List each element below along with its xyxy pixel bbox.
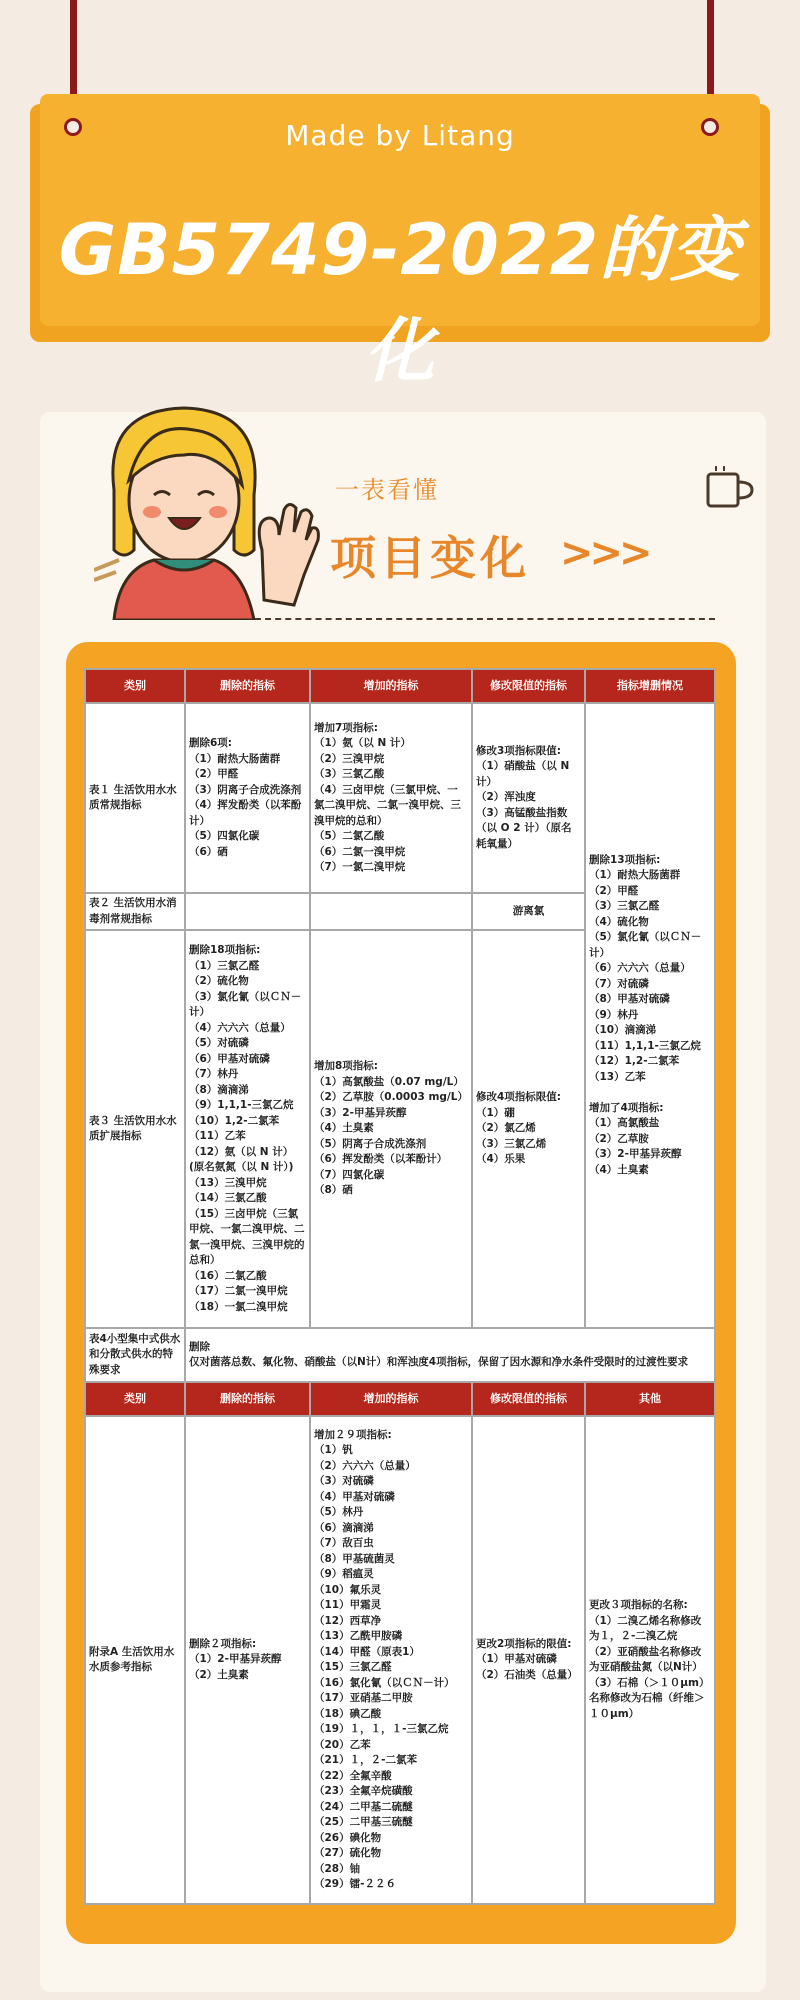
cell-line: （2）乙草胺（0.0003 mg/L） — [314, 1091, 468, 1104]
right-rope-ring — [701, 118, 719, 136]
cell-line: （11）乙苯 — [189, 1130, 246, 1142]
cell-line: 修改3项指标限值: — [476, 744, 562, 757]
row-added — [310, 1416, 472, 1904]
cell-line: （2）浑浊度 — [476, 791, 536, 804]
cell-line: （8）甲基对硫磷 — [589, 993, 670, 1006]
cell-line: （29）镭-２２６ — [314, 1878, 396, 1890]
cell-line: 增加了4项指标: — [589, 1101, 664, 1114]
cell-line: （5）林丹 — [314, 1506, 364, 1518]
cell-line: （7）敌百虫 — [314, 1537, 374, 1549]
cell-line: （14）甲醛（原表1） — [314, 1645, 420, 1658]
cell-line: （3）阴离子合成洗涤剂 — [189, 783, 302, 796]
header-modified: 修改限值的指标 — [472, 1382, 585, 1416]
cell-line: （8）硒 — [314, 1184, 353, 1197]
cell-line: （10）氟乐灵 — [314, 1583, 382, 1596]
cell-line: （3）对硫磷 — [314, 1475, 374, 1487]
cell-line: （13）乙酰甲胺磷 — [314, 1630, 403, 1642]
cell-line: （1）甲基对硫磷 — [476, 1653, 557, 1666]
cell-line: （6）硒 — [189, 845, 228, 858]
cell-line: （6）六六六（总量） — [589, 962, 691, 975]
table-row — [85, 1416, 715, 1904]
header-added: 增加的指标 — [310, 1382, 472, 1416]
row-modified — [472, 893, 585, 930]
cell-line: （2）土臭素 — [189, 1668, 249, 1681]
row-modified — [472, 703, 585, 893]
banner-subtitle: Made by Litang — [285, 119, 515, 152]
row-category: 表4小型集中式供水和分散式供水的特殊要求 — [85, 1328, 185, 1382]
cell-line: （3）三氯乙酸 — [314, 768, 385, 780]
banner-title: GB5749-2022的变化 — [58, 209, 742, 392]
cell-line: （15）三氯乙醛 — [314, 1661, 392, 1673]
cell-line: （3）2-甲基异莰醇 — [589, 1148, 682, 1161]
row-modified — [472, 1416, 585, 1904]
section-title: 项目变化 — [330, 531, 530, 585]
cell-line: （4）硫化物 — [589, 915, 649, 928]
cell-line: （2）石油类（总量） — [476, 1668, 578, 1681]
cell-line: 修改4项指标限值: — [476, 1091, 562, 1104]
cell-line: （6）滴滴涕 — [314, 1521, 374, 1534]
cell-line: （9）稻瘟灵 — [314, 1568, 374, 1580]
cell-line: （28）铀 — [314, 1862, 361, 1875]
row-deleted — [185, 930, 310, 1328]
cell-line: （7）对硫磷 — [589, 977, 649, 990]
cell-line: 删除 — [189, 1340, 210, 1353]
header-other: 其他 — [585, 1382, 715, 1416]
cell-line: （23）全氟辛烷磺酸 — [314, 1785, 413, 1797]
cell-line: （7）四氯化碳 — [314, 1168, 385, 1181]
cell-line: （1）硝酸盐（以 N 计） — [476, 760, 570, 788]
cell-line: （12）1,2-二氯苯 — [589, 1055, 680, 1068]
cell-line: （20）乙苯 — [314, 1738, 371, 1751]
cell-line: 更改３项指标的名称: — [589, 1599, 688, 1611]
row-category: 附录A 生活饮用水水质参考指标 — [85, 1416, 185, 1904]
cell-line: （2）硫化物 — [189, 975, 249, 987]
cell-line: （22）全氟辛酸 — [314, 1769, 392, 1782]
cell-line: （24）二甲基二硫醚 — [314, 1800, 413, 1813]
cell-line: （1）高氯酸盐 — [589, 1117, 660, 1130]
cell-line: 增加２９项指标: — [314, 1428, 392, 1441]
cell-line: （13）乙苯 — [589, 1070, 646, 1083]
cell-line: 增加7项指标: — [314, 721, 379, 734]
cell-line: （27）硫化物 — [314, 1847, 382, 1859]
title-banner — [40, 94, 760, 392]
cell-line: （4）甲基对硫磷 — [314, 1490, 395, 1503]
cell-line: （3）高锰酸盐指数（以 O 2 计）（原名耗氧量） — [476, 806, 572, 850]
cell-line: （2）三溴甲烷 — [314, 752, 385, 765]
header-added: 增加的指标 — [310, 669, 472, 703]
header-deleted: 删除的指标 — [185, 1382, 310, 1416]
cell-line: （5）对硫磷 — [189, 1037, 249, 1049]
row-added — [310, 930, 472, 1328]
cell-line: （6）甲基对硫磷 — [189, 1052, 270, 1065]
cell-line: （6）挥发酚类（以苯酚计） — [314, 1153, 448, 1166]
coffee-cup-icon — [704, 464, 758, 510]
table-header-row — [85, 669, 715, 703]
arrows-icon: >>> — [560, 530, 649, 576]
table-row — [85, 1328, 715, 1382]
cell-line: （5）四氯化碳 — [189, 830, 260, 842]
comparison-table — [84, 668, 716, 1905]
cell-line: 更改2项指标的限值: — [476, 1637, 572, 1650]
table-header-row — [85, 1382, 715, 1416]
cell-line: （2）乙草胺 — [589, 1132, 649, 1145]
cell-line: （1）钒 — [314, 1444, 353, 1456]
row-category: 表２ 生活饮用水消毒剂常规指标 — [85, 893, 185, 930]
cell-line: （25）二甲基三硫醚 — [314, 1816, 413, 1828]
cell-line: （1）耐热大肠菌群 — [589, 869, 681, 882]
cell-line: （4）六六六（总量） — [189, 1021, 291, 1034]
cell-line: （15）三卤甲烷（三氯甲烷、一氯二溴甲烷、二氯一溴甲烷、三溴甲烷的总和） — [189, 1207, 305, 1266]
cell-line: （2）甲醛 — [189, 768, 239, 780]
cell-line: （2）甲醛 — [589, 884, 639, 897]
row-deleted — [185, 893, 310, 930]
cell-line — [589, 1085, 711, 1101]
cell-line: 仅对菌落总数、氟化物、硝酸盐（以N计）和浑浊度4项指标，保留了因水源和净水条件受限时的过渡性要求 — [189, 1356, 689, 1368]
cell-line: （9）1,1,1-三氯乙烷 — [189, 1099, 294, 1111]
cell-line: （6）二氯一溴甲烷 — [314, 845, 406, 858]
cell-line: （10）滴滴涕 — [589, 1024, 657, 1037]
cell-line: （4）土臭素 — [589, 1163, 649, 1176]
cell-line: （12）氨（以 N 计）(原名氨氮（以 N 计）) — [189, 1145, 294, 1173]
cell-line: （2）六六六（总量） — [314, 1459, 416, 1472]
header-modified: 修改限值的指标 — [472, 669, 585, 703]
cell-line: （4）乐果 — [476, 1153, 526, 1166]
row-modified — [472, 930, 585, 1328]
row-added — [310, 893, 472, 930]
cell-line: （2）亚硝酸盐名称修改为亚硝酸盐氮（以N计） — [589, 1645, 703, 1673]
cell-line: （11）甲霜灵 — [314, 1599, 382, 1611]
cell-line: （1）氨（以 N 计） — [314, 737, 411, 749]
row-deleted — [185, 1416, 310, 1904]
header-category: 类别 — [85, 669, 185, 703]
cell-line: （1）二溴乙烯名称修改为１，２-二溴乙烷 — [589, 1614, 702, 1642]
cell-line: （17）二氯一溴甲烷 — [189, 1285, 288, 1297]
cell-line: （3）2-甲基异莰醇 — [314, 1106, 407, 1119]
cell-line: （1）2-甲基异莰醇 — [189, 1653, 282, 1666]
header-category: 类别 — [85, 1382, 185, 1416]
cell-line: （19）１，１，１-三氯乙烷 — [314, 1723, 449, 1735]
cell-line: （5）阴离子合成洗涤剂 — [314, 1137, 427, 1150]
row-category: 表３ 生活饮用水水质扩展指标 — [85, 930, 185, 1328]
header-summary: 指标增删情况 — [585, 669, 715, 703]
cell-line: 删除２项指标: — [189, 1637, 257, 1650]
header-deleted: 删除的指标 — [185, 669, 310, 703]
cell-line: （12）西草净 — [314, 1614, 382, 1627]
cell-line: （4）土臭素 — [314, 1122, 374, 1135]
summary-cell — [585, 703, 715, 1328]
cell-line: （3）石棉（＞１０μm）名称修改为石棉（纤维＞１０μm） — [589, 1676, 710, 1720]
cell-line: （8）滴滴涕 — [189, 1083, 249, 1096]
cell-line: （4）三卤甲烷（三氯甲烷、一氯二溴甲烷、二氯一溴甲烷、三溴甲烷的总和） — [314, 783, 461, 827]
comparison-table-container — [84, 668, 714, 1905]
girl-waving-icon — [94, 400, 324, 620]
cell-line: （2）氯乙烯 — [476, 1122, 536, 1135]
cell-line: （3）氯化氰（以ＣＮ－计） — [189, 990, 302, 1018]
row-category: 表１ 生活饮用水水质常规指标 — [85, 703, 185, 893]
cell-line: （11）1,1,1-三氯乙烷 — [589, 1039, 701, 1052]
cell-line: （4）挥发酚类（以苯酚计） — [189, 799, 302, 827]
cell-line: 删除18项指标: — [189, 944, 261, 956]
cell-line: （16）氯化氰（以ＣＮ－计） — [314, 1676, 455, 1689]
dashed-divider — [255, 618, 715, 620]
row-other — [585, 1416, 715, 1904]
cell-line: （16）二氯乙酸 — [189, 1269, 267, 1282]
cell-line: （7）一氯二溴甲烷 — [314, 861, 406, 873]
cell-line: （7）林丹 — [189, 1068, 239, 1080]
cell-line: （3）三氯乙烯 — [476, 1137, 547, 1150]
left-rope-ring — [64, 118, 82, 136]
row-deleted — [185, 703, 310, 893]
cell-line: （1）耐热大肠菌群 — [189, 752, 281, 765]
cell-line: （18）碘乙酸 — [314, 1707, 382, 1720]
cell-line: （17）亚硝基二甲胺 — [314, 1692, 413, 1704]
cell-line: （8）甲基硫菌灵 — [314, 1552, 395, 1565]
section-subheading: 一表看懂 — [335, 476, 439, 504]
cell-line: （3）三氯乙醛 — [589, 900, 660, 913]
cell-line: （13）三溴甲烷 — [189, 1176, 267, 1189]
cell-line: （1）三氯乙醛 — [189, 959, 260, 972]
cell-line: （21）１，２-二氯苯 — [314, 1754, 417, 1766]
cell-line: （10）1,2-二氯苯 — [189, 1114, 280, 1127]
cell-line: 增加8项指标: — [314, 1060, 379, 1073]
cell-line: 删除6项: — [189, 737, 233, 749]
table-row — [85, 703, 715, 893]
cell-line: （26）碘化物 — [314, 1831, 382, 1844]
row-added — [310, 703, 472, 893]
cell-line: （1）硼 — [476, 1106, 515, 1119]
cell-line: （1）高氯酸盐（0.07 mg/L） — [314, 1075, 464, 1088]
cell-line: 删除13项指标: — [589, 853, 661, 866]
cell-line: （5）氯化氰（以ＣＮ－计） — [589, 931, 702, 959]
cell-line: （18）一氯二溴甲烷 — [189, 1300, 288, 1313]
row-note — [185, 1328, 715, 1382]
cell-line: 游离氯 — [512, 904, 545, 917]
cell-line: （9）林丹 — [589, 1008, 639, 1021]
cell-line: （5）二氯乙酸 — [314, 830, 385, 842]
cell-line: （14）三氯乙酸 — [189, 1192, 267, 1204]
